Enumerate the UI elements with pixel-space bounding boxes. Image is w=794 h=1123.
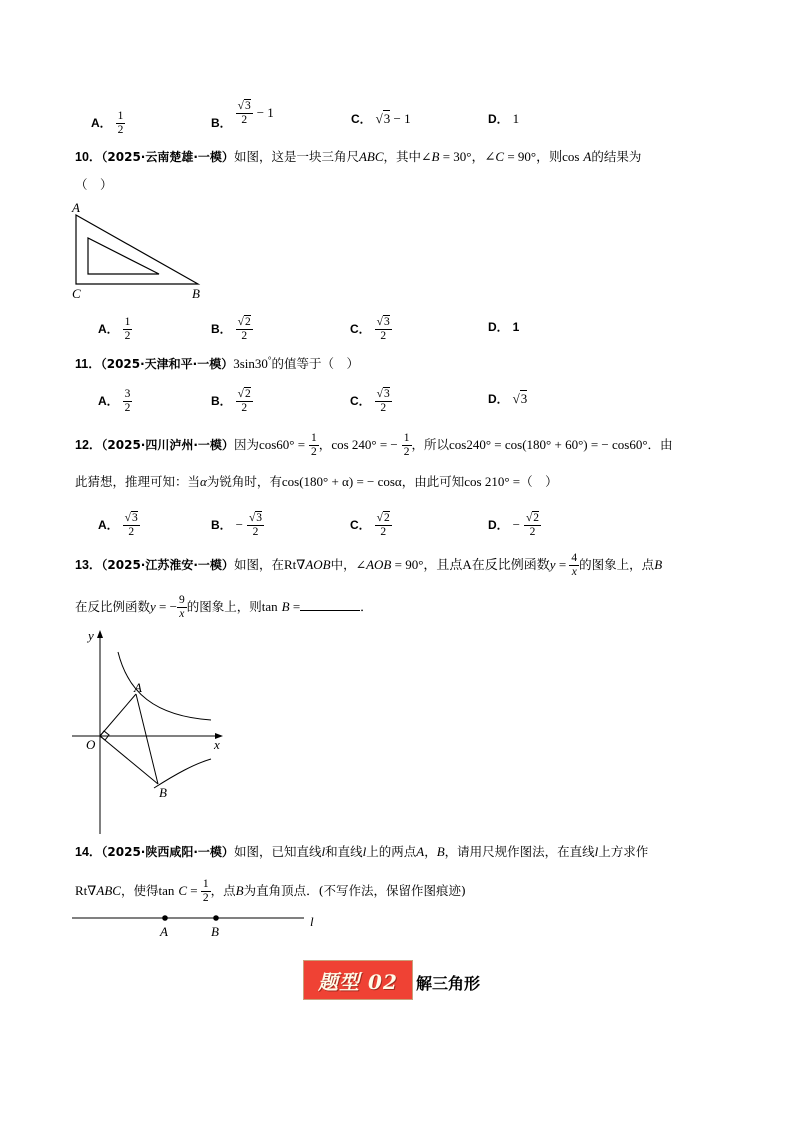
- section-type-banner: [303, 960, 413, 1000]
- label-b: B: [211, 924, 219, 939]
- answer-blank[interactable]: [300, 599, 360, 611]
- label-a: A: [72, 200, 80, 215]
- q12-option-b: B． − $\frac{√3}{2}$: [211, 512, 263, 538]
- point-a: [162, 915, 168, 921]
- label-l: l: [310, 914, 314, 929]
- q9-option-a: A． $\frac{1}{2}$: [91, 110, 124, 136]
- q11-option-c: C． $\frac{√3}{2}$: [350, 388, 390, 414]
- q10-option-c: C． $\frac{√3}{2}$: [350, 316, 390, 342]
- q14-stem-line1: 14．（2025·陕西咸阳·一模）如图，已知直线l和直线l上的两点A，B，请用尺规作图法，在直线l上方求作: [75, 844, 649, 859]
- q11-option-a: A． $\frac{3}{2}$: [98, 388, 131, 414]
- q9-option-d: D． 1: [488, 111, 520, 126]
- q12-stem-line1: 12．（2025·四川泸州·一模）因为cos60° = $\frac{1}{2}$ ，cos 240° = − $\frac{1}{2}$ ，所以cos240° = cos(180° + 60°) = − cos60°．由: [75, 432, 673, 458]
- q13-stem-line1: 13．（2025·江苏淮安·一模）如图，在Rt∇AOB中，∠AOB = 90°，且点A在反比例函数y = $\frac{4}{x}$ 的图象上，点B: [75, 552, 663, 578]
- hyperbola-first-quadrant: [118, 652, 211, 720]
- q10-triangle-ruler-figure: [66, 198, 216, 304]
- label-b: B: [159, 785, 167, 800]
- q12-stem-line2: 此猜想，推理可知：当α为锐角时，有cos(180° + α) = − cosα，由此可知cos 210° =（ ）: [75, 474, 558, 489]
- q11-option-d: D． √3: [488, 391, 528, 406]
- q10-options: [0, 306, 794, 342]
- segment-ob: [100, 736, 158, 784]
- label-y: y: [88, 628, 94, 643]
- label-b: B: [192, 286, 200, 301]
- q12-option-a: A． $\frac{√3}{2}$: [98, 512, 138, 538]
- y-axis-arrow: [97, 630, 103, 638]
- fraction: $\frac{1}{2}$: [117, 110, 124, 136]
- q11-option-b: B． $\frac{√2}{2}$: [211, 388, 251, 414]
- q10-answer-paren: （ ）: [75, 177, 113, 192]
- label-o: O: [86, 737, 96, 752]
- q10-option-a: A． $\frac{1}{2}$: [98, 316, 131, 342]
- section-title: 解三角形: [416, 974, 481, 993]
- q11-options: [0, 378, 794, 414]
- q10-option-d: D． 1: [488, 320, 520, 334]
- q13-stem-line2: 在反比例函数y = − $\frac{9}{x}$ 的图象上，则tan B = ．: [75, 594, 373, 620]
- q12-option-d: D． − $\frac{√2}{2}$: [488, 512, 540, 538]
- segment-ab: [136, 694, 158, 784]
- hyperbola-fourth-quadrant: [154, 759, 211, 788]
- label-x: x: [214, 737, 220, 752]
- point-b: [213, 915, 219, 921]
- q14-stem-line2: Rt∇ABC，使得tan C = $\frac{1}{2}$ ，点B为直角顶点．(不写作法，保留作图痕迹): [75, 878, 466, 904]
- q9-option-b: B． $\frac{√3}{2}$ − 1: [211, 100, 274, 130]
- q10-stem: 10．（2025·云南楚雄·一模）如图，这是一块三角尺ABC，其中∠B = 30°，∠C = 90°，则cos A的结果为: [75, 149, 642, 164]
- label-c: C: [72, 286, 81, 301]
- label-a: A: [134, 680, 142, 695]
- q9-option-c: C． √3 − 1: [351, 111, 411, 126]
- segment-oa: [100, 694, 136, 736]
- q12-options: [0, 502, 794, 542]
- banner-label: 题型 02: [318, 969, 398, 994]
- q9-options: [0, 100, 794, 136]
- q10-option-b: B． $\frac{√2}{2}$: [211, 316, 251, 342]
- fraction: $\frac{√3}{2}$: [237, 100, 251, 126]
- q14-line-figure: [66, 908, 326, 942]
- q13-coordinate-figure: [66, 624, 236, 836]
- q11-stem: 11．（2025·天津和平·一模）3sin30°的值等于（ ）: [75, 354, 360, 371]
- label-a: A: [160, 924, 168, 939]
- q12-option-c: C． $\frac{√2}{2}$: [350, 512, 390, 538]
